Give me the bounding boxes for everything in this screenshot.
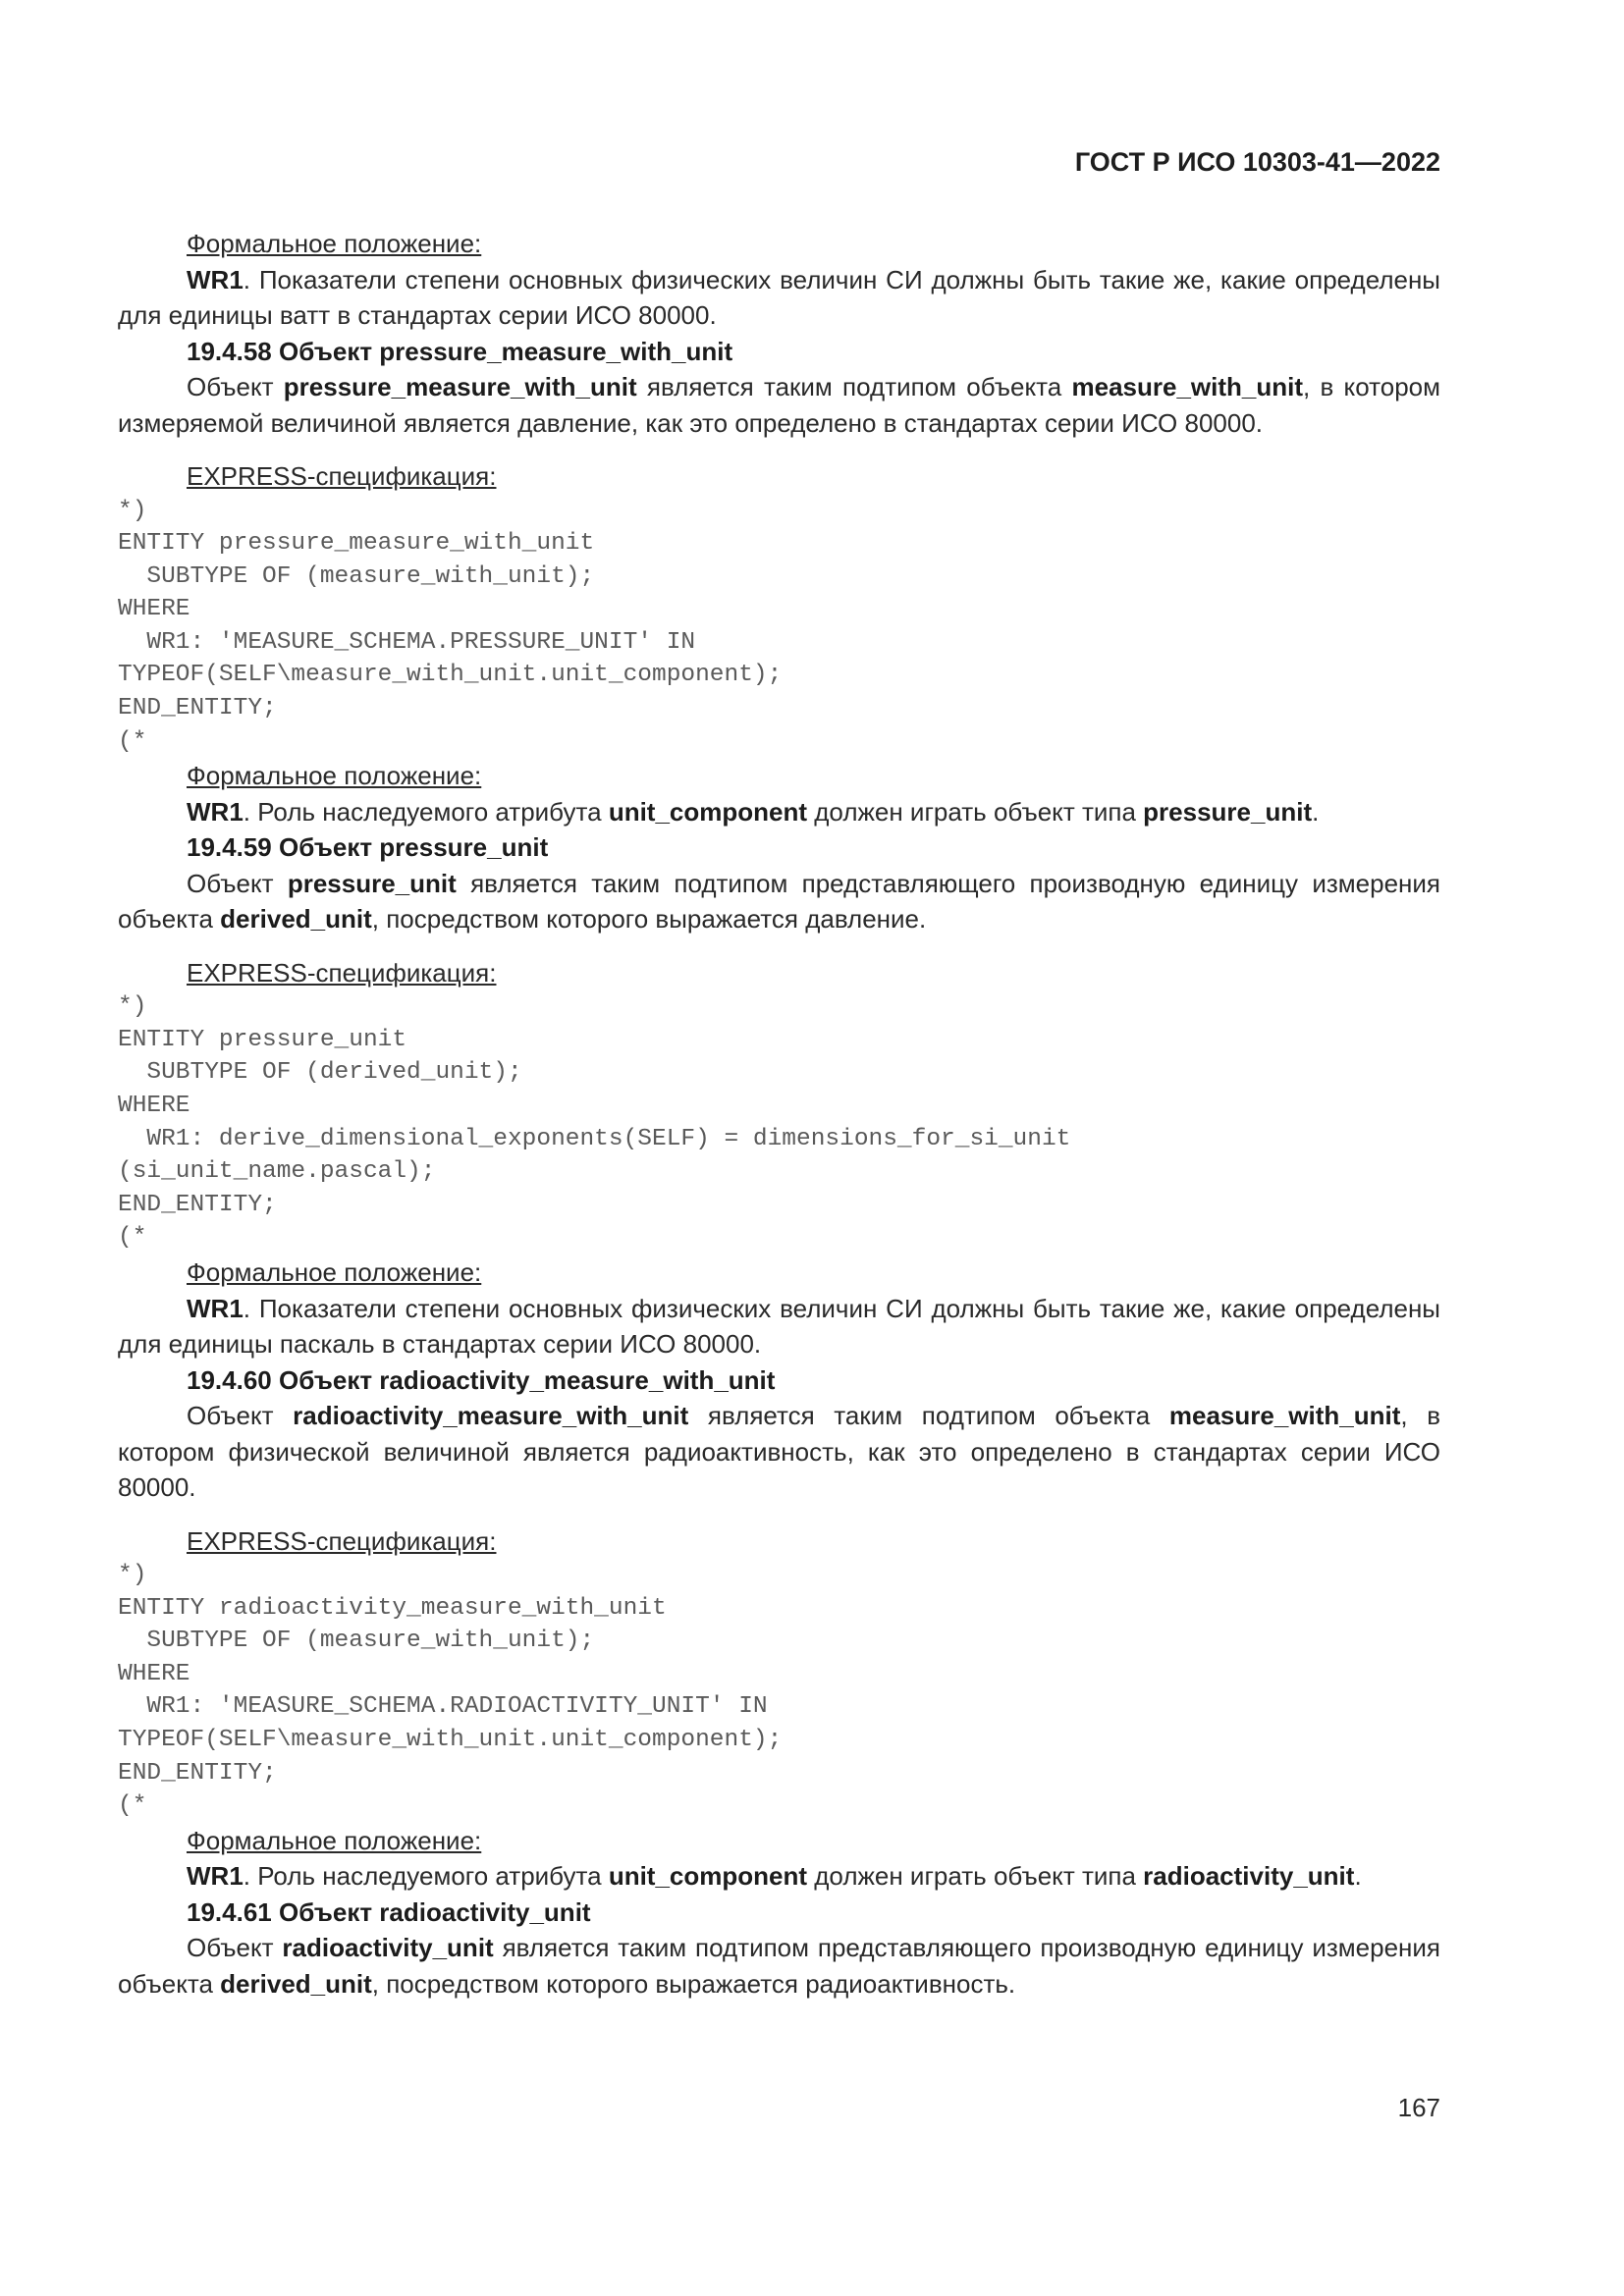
section-paragraph: Объект pressure_measure_with_unit является таким подтипом объекта measure_with_unit, в котором измеряемой величиной является давление, как это определено в стандартах серии ИСО 80000. — [118, 372, 1440, 438]
section-paragraph: Объект radioactivity_unit является таким подтипом представляющего производную единицу измерения объекта derived_unit, посредством которого выражается радиоактивность. — [118, 1933, 1440, 1999]
document-header: ГОСТ Р ИСО 10303-41—2022 — [1074, 147, 1440, 177]
express-label: EXPRESS-спецификация: — [187, 1525, 497, 1556]
formal-label: Формальное положение: — [187, 761, 482, 791]
section-heading: 19.4.58 Объект pressure_measure_with_unit — [187, 336, 733, 366]
document-body — [118, 226, 1440, 2002]
page-number: 167 — [1397, 2093, 1440, 2122]
express-label: EXPRESS-спецификация: — [187, 957, 497, 988]
section-heading: 19.4.60 Объект radioactivity_measure_with_unit — [187, 1364, 776, 1395]
formal-label: Формальное положение: — [187, 1825, 482, 1855]
formal-rule: WR1. Роль наследуемого атрибута unit_component должен играть объект типа pressure_unit. — [187, 796, 1320, 827]
section-heading: 19.4.61 Объект radioactivity_unit — [187, 1896, 591, 1927]
express-label: EXPRESS-спецификация: — [187, 461, 497, 491]
section-paragraph: Объект pressure_unit является таким подтипом представляющего производную единицу измерения объекта derived_unit, посредством которого выражается давление. — [118, 868, 1440, 934]
express-code-block: *) ENTITY pressure_measure_with_unit SUBTYPE OF (measure_with_unit); WHERE WR1: 'MEASURE_SCHEMA.PRESSURE_UNIT' IN TYPEOF(SELF\measure_with_unit.unit_component); END_ENTITY; (* — [118, 497, 783, 755]
formal-label: Формальное положение: — [187, 229, 482, 258]
formal-label: Формальное положение: — [187, 1257, 482, 1287]
section-heading: 19.4.59 Объект pressure_unit — [187, 832, 549, 863]
formal-rule: WR1. Роль наследуемого атрибута unit_component должен играть объект типа radioactivity_unit. — [187, 1861, 1362, 1892]
formal-rule: WR1. Показатели степени основных физических величин СИ должны быть такие же, какие определены для единицы паскаль в стандартах серии ИСО 80000. — [118, 1293, 1440, 1359]
express-code-block: *) ENTITY pressure_unit SUBTYPE OF (derived_unit); WHERE WR1: derive_dimensional_exponents(SELF) = dimensions_for_si_unit (si_unit_name.pascal); END_ENTITY; (* — [118, 993, 1071, 1252]
section-paragraph: Объект radioactivity_measure_with_unit является таким подтипом объекта measure_with_unit, в котором физической величиной является радиоактивность, как это определено в стандартах серии ИСО 80000. — [118, 1401, 1441, 1502]
express-code-block: *) ENTITY radioactivity_measure_with_unit SUBTYPE OF (measure_with_unit); WHERE WR1: 'MEASURE_SCHEMA.RADIOACTIVITY_UNIT' IN TYPEOF(SELF\measure_with_unit.unit_component); END_ENTITY; (* — [118, 1562, 783, 1820]
formal-rule: WR1. Показатели степени основных физических величин СИ должны быть такие же, какие определены для единицы ватт в стандартах серии ИСО 80000. — [118, 264, 1440, 330]
